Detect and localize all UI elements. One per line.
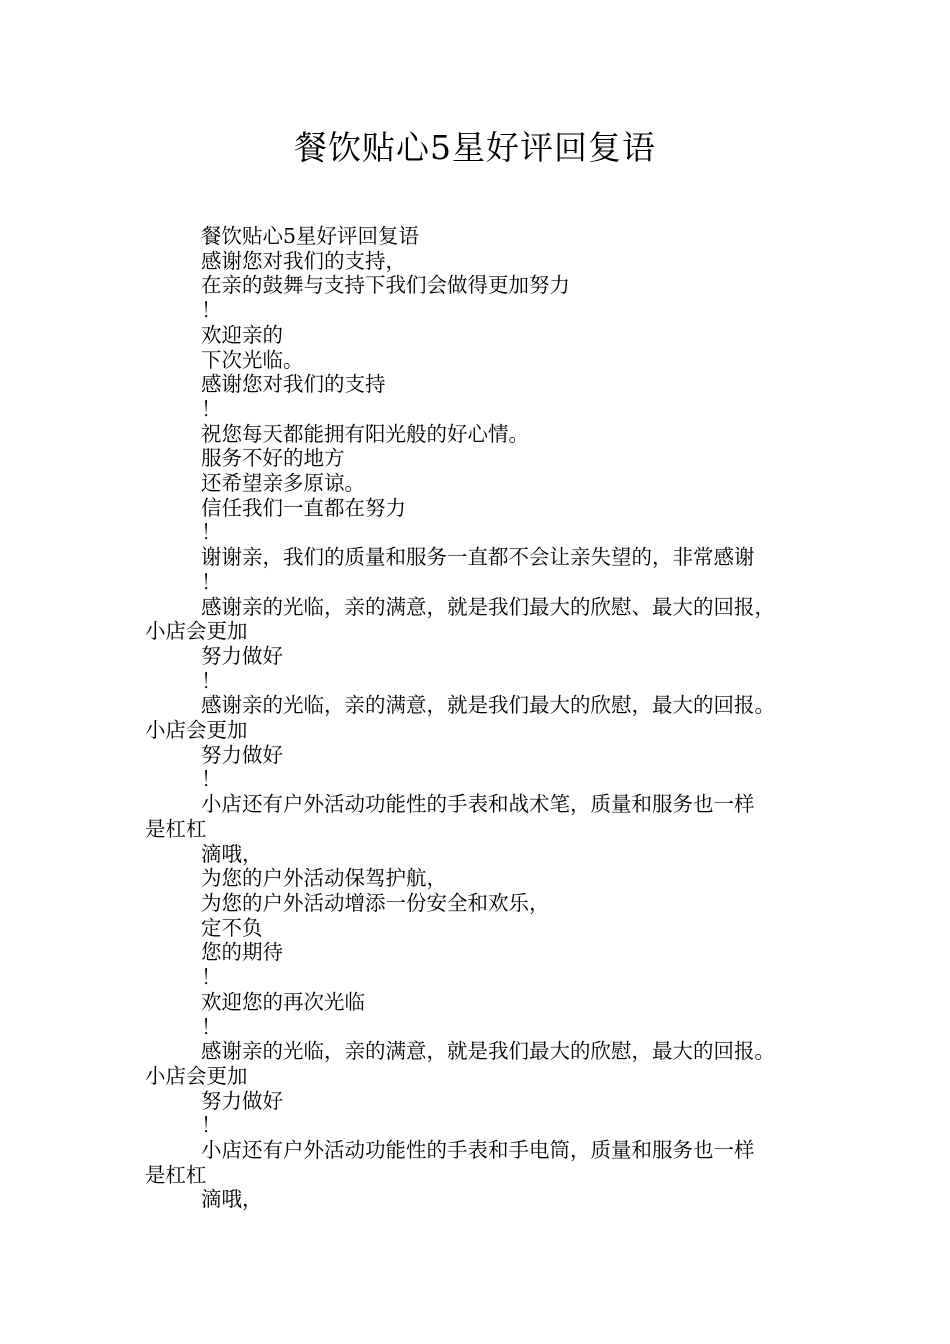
body-line: ！ <box>201 1113 222 1138</box>
body-line: 小店还有户外活动功能性的手表和手电筒，质量和服务也一样 <box>201 1138 755 1163</box>
body-line: 信任我们一直都在努力 <box>201 495 406 520</box>
body-line: ！ <box>201 298 222 323</box>
body-line: 感谢您对我们的支持 <box>201 372 386 397</box>
body-line: 滴哦， <box>201 841 263 866</box>
body-line: 感谢您对我们的支持， <box>201 248 406 273</box>
body-line: 为您的户外活动增添一份安全和欢乐， <box>201 890 550 915</box>
body-line: 感谢亲的光临，亲的满意，就是我们最大的欣慰，最大的回报。 <box>201 1039 775 1064</box>
body-line: 欢迎亲的 <box>201 322 283 347</box>
body-line: 在亲的鼓舞与支持下我们会做得更加努力 <box>201 273 570 298</box>
body-line: 服务不好的地方 <box>201 446 345 471</box>
body-line: 还希望亲多原谅。 <box>201 471 365 496</box>
body-line: 您的期待 <box>201 940 283 965</box>
body-line: ！ <box>201 668 222 693</box>
body-line: 下次光临。 <box>201 347 304 372</box>
body-line: 小店会更加 <box>145 1063 248 1088</box>
body-line: 为您的户外活动保驾护航， <box>201 866 447 891</box>
body-line: 祝您每天都能拥有阳光般的好心情。 <box>201 421 529 446</box>
body-line: 餐饮贴心5星好评回复语 <box>201 224 420 248</box>
body-line: ！ <box>201 965 222 990</box>
body-line: ！ <box>201 396 222 421</box>
body-line: 是杠杠 <box>145 1162 207 1187</box>
body-line: 滴哦， <box>201 1187 263 1212</box>
body-line: 定不负 <box>201 915 263 940</box>
body-line: 努力做好 <box>201 742 283 767</box>
body-line: 努力做好 <box>201 643 283 668</box>
body-line: 欢迎您的再次光临 <box>201 989 365 1014</box>
document-title: 餐饮贴心5星好评回复语 <box>294 128 656 167</box>
body-line: ！ <box>201 767 222 792</box>
body-line: ！ <box>201 569 222 594</box>
document-body <box>145 224 835 1212</box>
body-line: 小店会更加 <box>145 619 248 644</box>
body-line: 感谢亲的光临，亲的满意，就是我们最大的欣慰、最大的回报， <box>201 594 775 619</box>
body-line: 小店会更加 <box>145 718 248 743</box>
body-line: 小店还有户外活动功能性的手表和战术笔，质量和服务也一样 <box>201 792 755 817</box>
body-line: ！ <box>201 1014 222 1039</box>
body-line: 感谢亲的光临，亲的满意，就是我们最大的欣慰，最大的回报。 <box>201 693 775 718</box>
body-line: 努力做好 <box>201 1088 283 1113</box>
body-line: ！ <box>201 520 222 545</box>
body-line: 谢谢亲，我们的质量和服务一直都不会让亲失望的，非常感谢 <box>201 545 755 570</box>
body-line: 是杠杠 <box>145 816 207 841</box>
